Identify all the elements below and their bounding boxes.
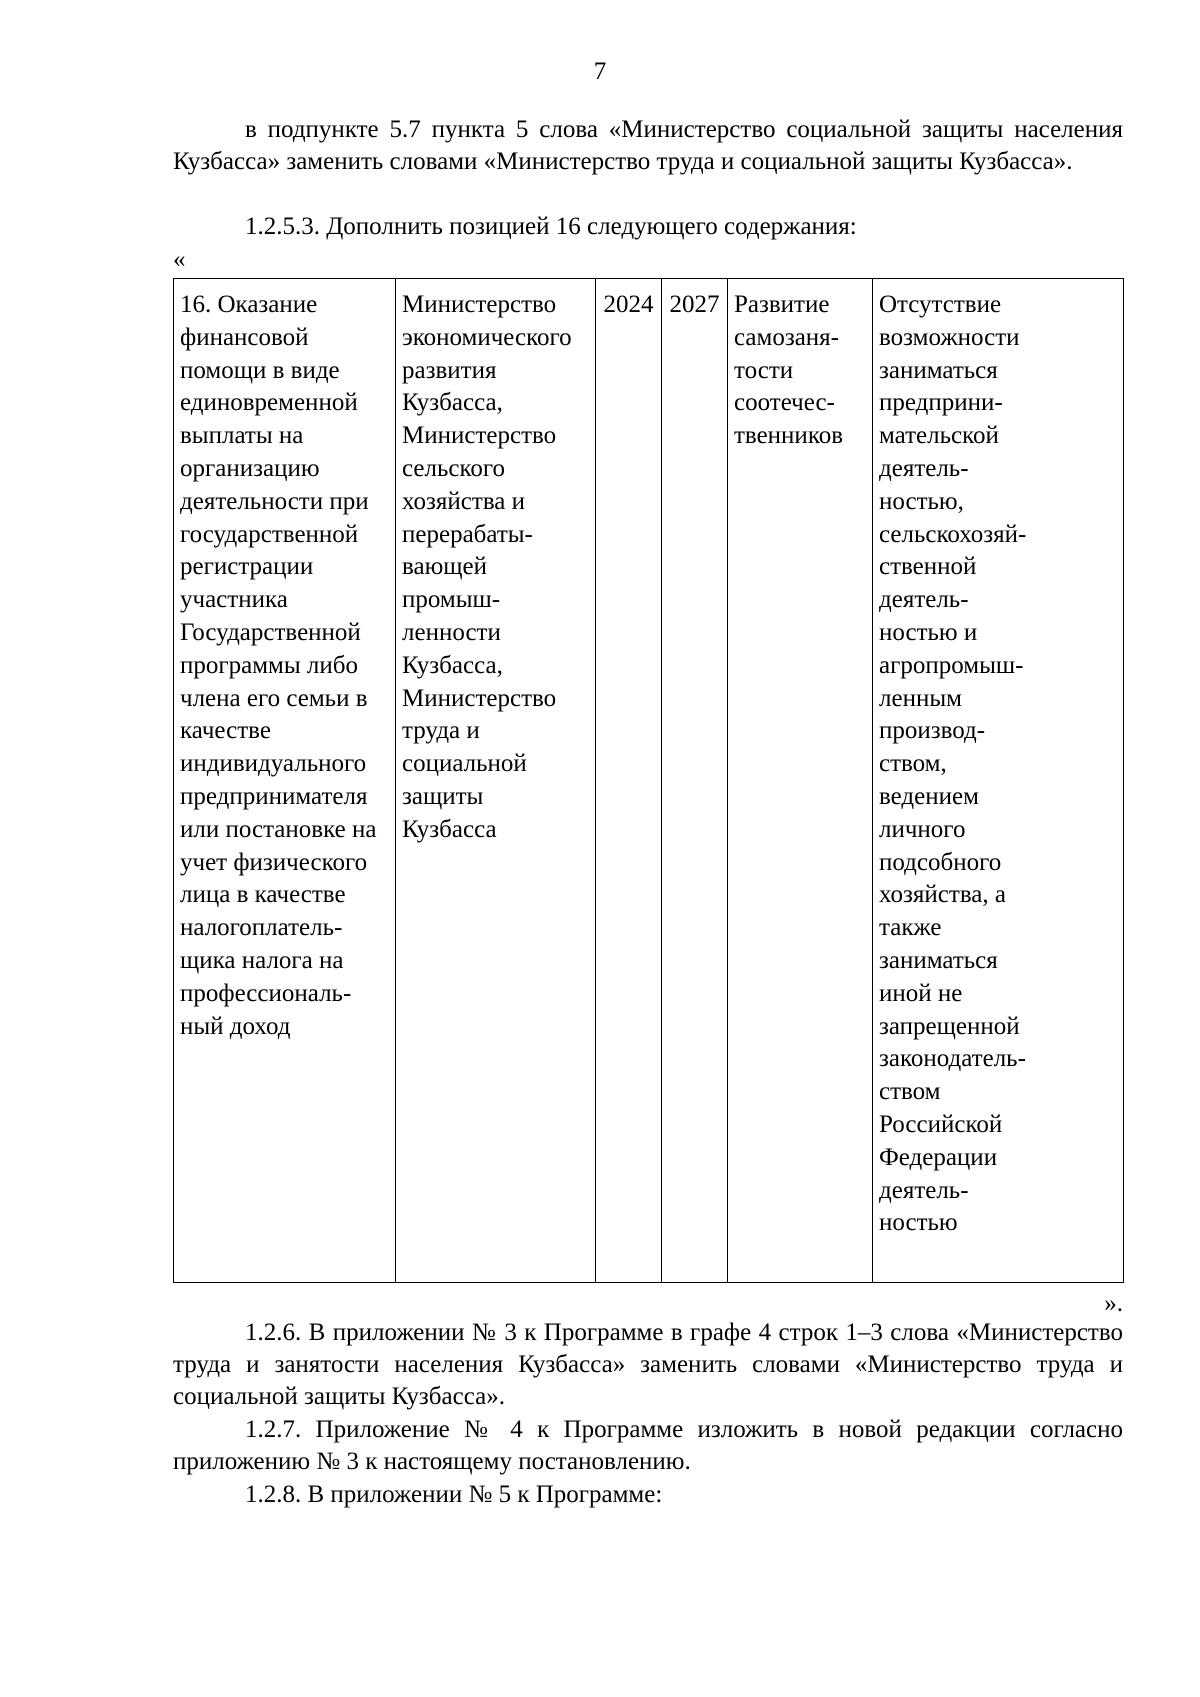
- table-row: [174, 279, 1124, 1283]
- paragraph-subclause-5-7: в подпункте 5.7 пункта 5 слова «Министерство социальной защиты населения Кузбасса» заменить словами «Министерство труда и социальной защиты Кузбасса».: [173, 116, 1123, 175]
- closing-quote: ».: [1104, 1290, 1123, 1317]
- cell-result: Развитие самозаня- тости соотечес- твенников: [728, 279, 873, 1283]
- cell-end-year: 2027: [662, 279, 728, 1283]
- cell-measure: 16. Оказание финансовой помощи в виде единовременной выплаты на организацию деятельности при государственной регистрации участника Государственной программы либо члена его семьи в качестве индивидуального предпринимателя или постановке на учет физического лица в качестве налогоплатель- щика налога на профессиональ- ный доход: [174, 279, 396, 1283]
- paragraph-1-2-5-3: 1.2.5.3. Дополнить позицией 16 следующего содержания:: [245, 213, 857, 240]
- position-16-table: [173, 278, 1124, 1283]
- cell-consequences: Отсутствие возможности заниматься предприни- мательской деятель- ностью, сельскохозяй- ственной деятель- ностью и агропромыш- ленным производ- ством, ведением личного подсобного хозяйства, а также заниматься иной не запрещенной законодатель- ством Российской Федерации деятель- ностью: [873, 279, 1124, 1283]
- opening-quote: «: [173, 246, 186, 273]
- paragraph-1-2-8: 1.2.8. В приложении № 5 к Программе:: [245, 1481, 663, 1508]
- cell-executors: Министерство экономического развития Кузбасса, Министерство сельского хозяйства и перерабаты- вающей промыш- ленности Кузбасса, Министерство труда и социальной защиты Кузбасса: [396, 279, 596, 1283]
- page-number: 7: [593, 58, 607, 85]
- paragraph-1-2-6: 1.2.6. В приложении № 3 к Программе в графе 4 строк 1–3 слова «Министерство труда и занятости населения Кузбасса» заменить словами «Министерство труда и социальной защиты Кузбасса».: [173, 1319, 1123, 1410]
- cell-start-year: 2024: [596, 279, 662, 1283]
- paragraph-1-2-7: 1.2.7. Приложение № 4 к Программе изложить в новой редакции согласно приложению № 3 к настоящему постановлению.: [173, 1416, 1123, 1475]
